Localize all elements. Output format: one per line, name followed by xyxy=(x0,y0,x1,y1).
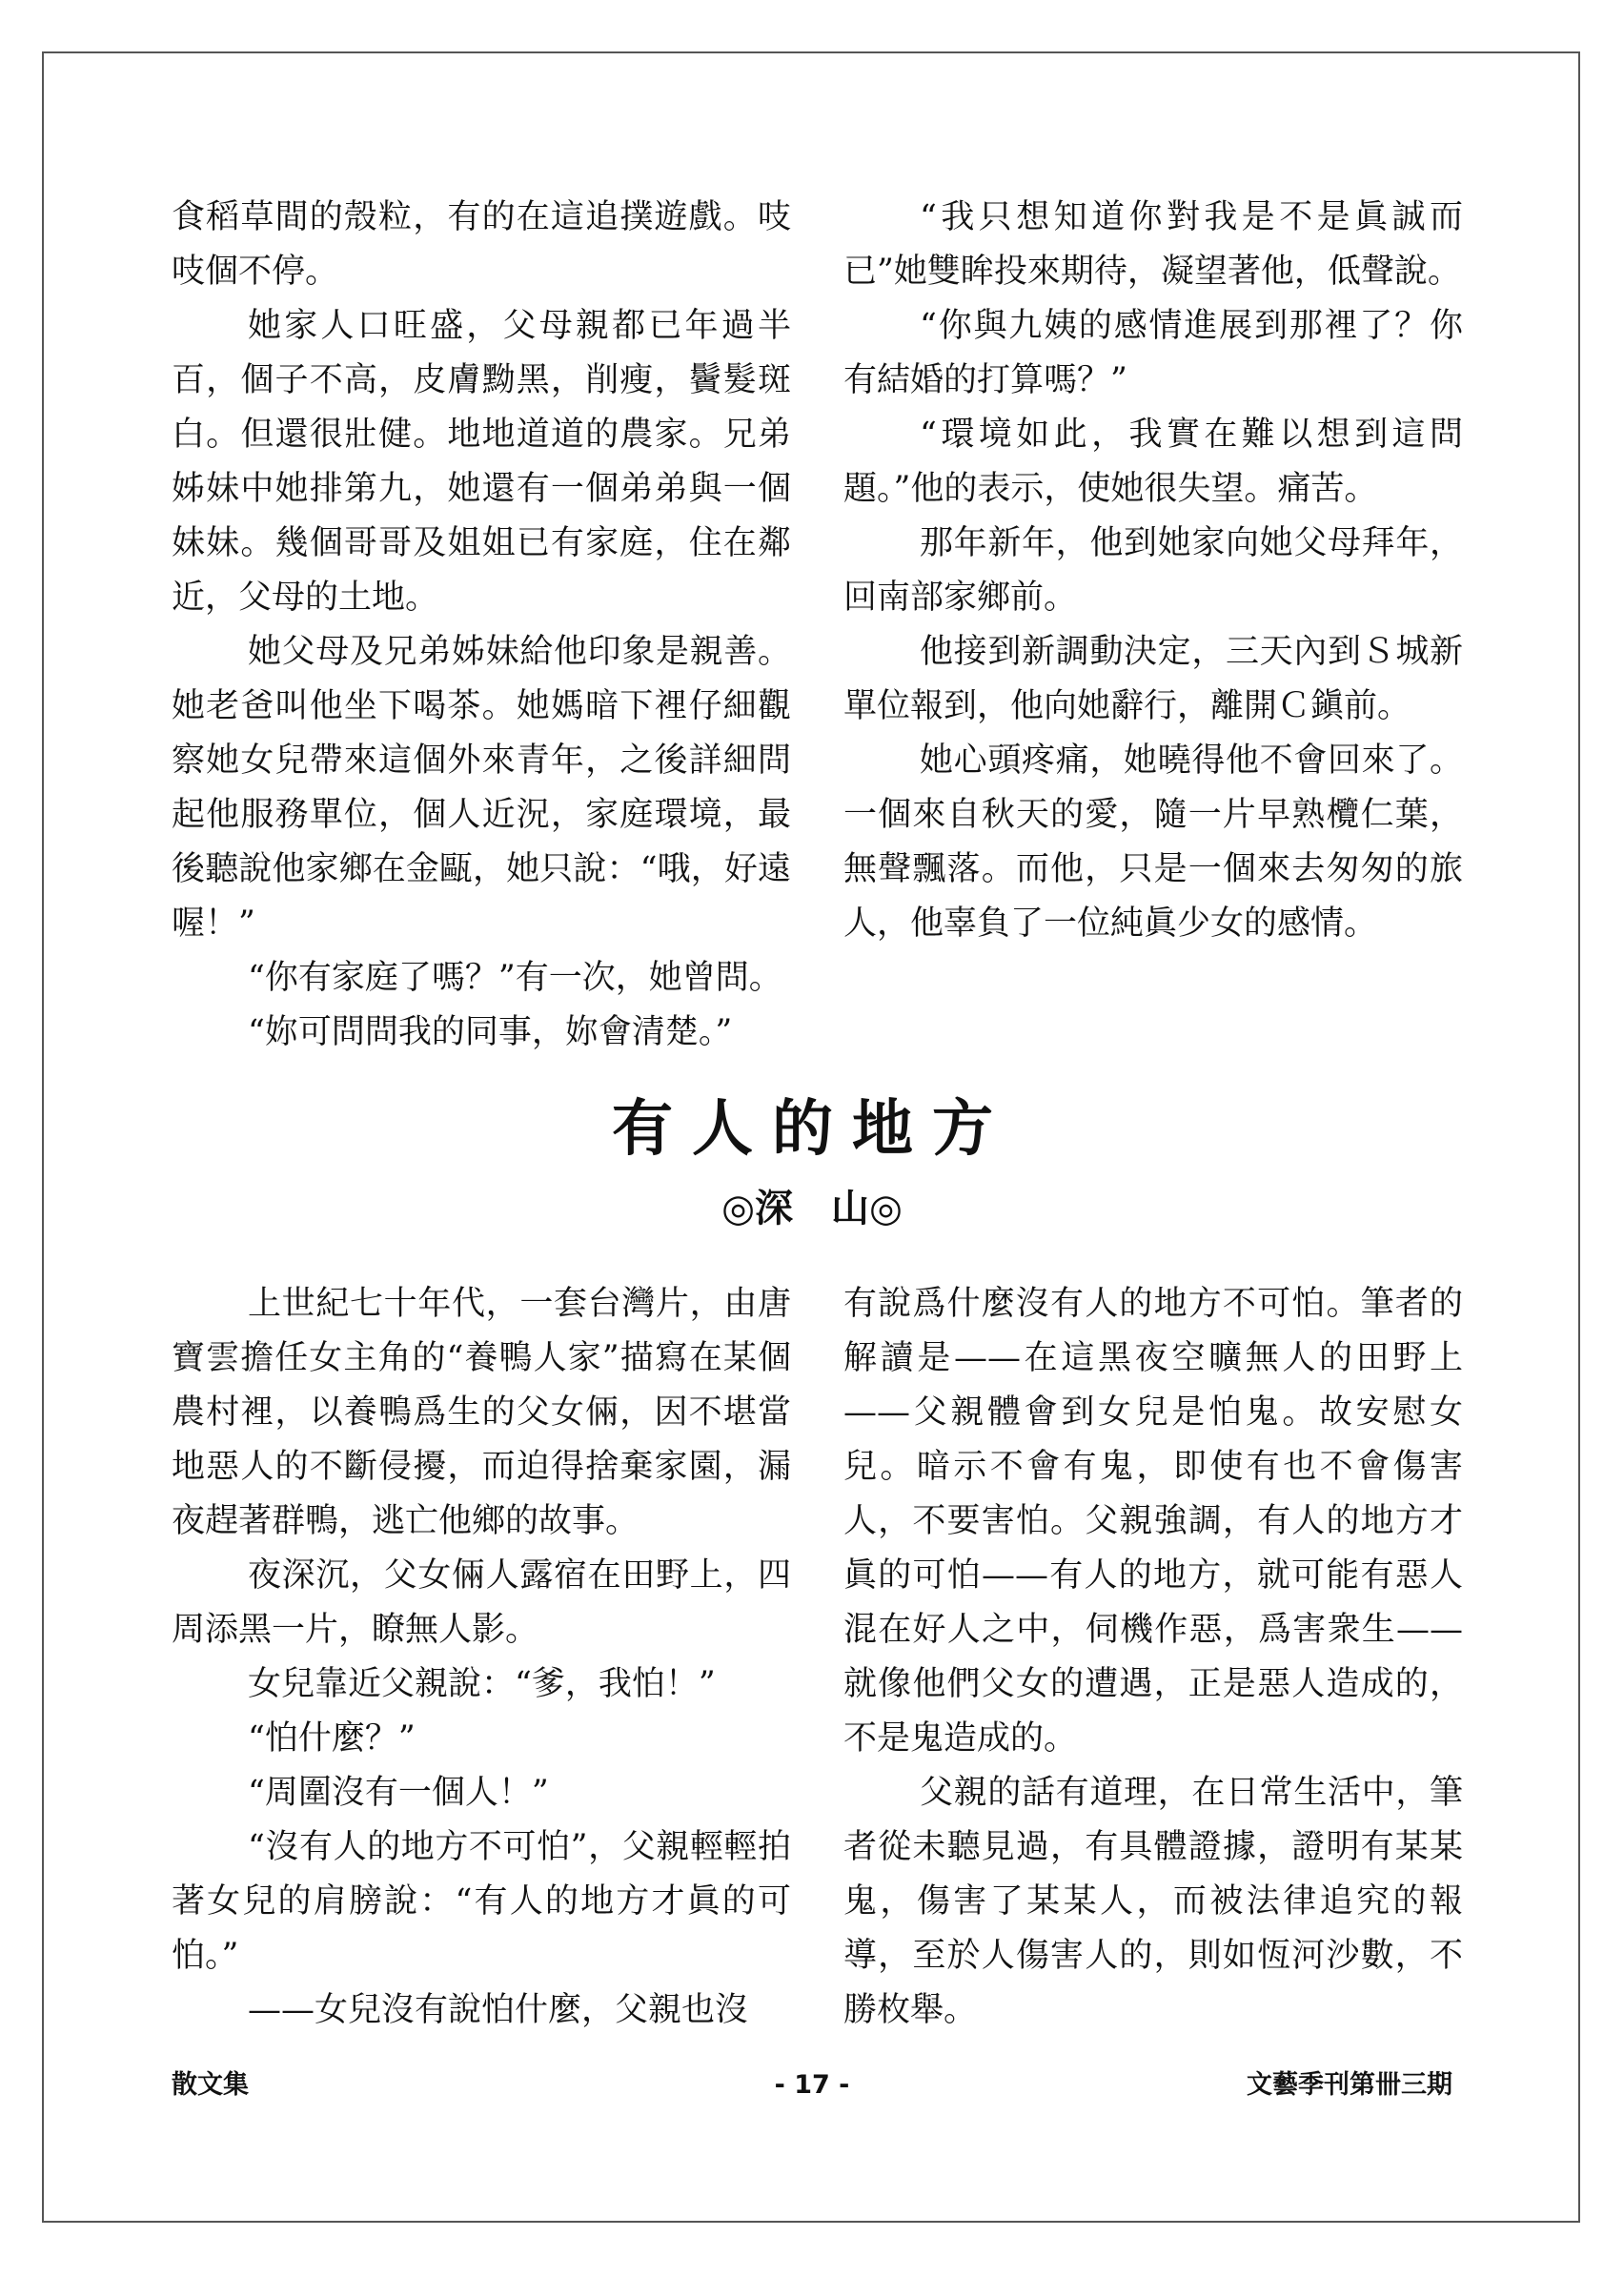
story2-left-column xyxy=(172,1277,791,2038)
paragraph: 那年新年，他到她家向她父母拜年，回南部家鄉前。 xyxy=(843,524,1463,617)
paragraph: “你與九姨的感情進展到那裡了？你有結婚的打算嗎？” xyxy=(843,307,1463,399)
story2-right-column xyxy=(843,1277,1463,2038)
paragraph: “我只想知道你對我是不是眞誠而已”她雙眸投來期待，凝望著他，低聲說。 xyxy=(843,198,1463,291)
paragraph: 父親的話有道理，在日常生活中，筆者從未聽見過，有具體證據，證明有某某鬼，傷害了某某人，而被法律追究的報導，至於人傷害人的，則如恆河沙數，不勝枚舉。 xyxy=(843,1774,1463,2029)
paragraph: “你有家庭了嗎？”有一次，她曾問。 xyxy=(248,959,782,997)
paragraph: 他接到新調動決定，三天內到Ｓ城新單位報到，他向她辭行，離開Ｃ鎭前。 xyxy=(843,633,1463,725)
paragraph: ——女兒沒有說怕什麼，父親也沒 xyxy=(248,1991,749,2029)
paragraph: 她心頭疼痛，她曉得他不會回來了。一個來自秋天的愛，隨一片早熟欖仁葉，無聲飄落。而他，只是一個來去匆匆的旅人，他辜負了一位純眞少女的感情。 xyxy=(843,742,1463,943)
paragraph: “周圍沒有一個人！” xyxy=(248,1774,549,1812)
paragraph: 女兒靠近父親說：“爹，我怕！” xyxy=(248,1665,716,1703)
paragraph: 上世紀七十年代，一套台灣片，由唐寶雲擔任女主角的“養鴨人家”描寫在某個農村裡，以養鴨爲生的父女倆，因不堪當地惡人的不斷侵擾，而迫得捨棄家園，漏夜趕著群鴨，逃亡他鄉的故事。 xyxy=(172,1285,791,1540)
story1-left-column xyxy=(172,191,791,1060)
paragraph: 夜深沉，父女倆人露宿在田野上，四周添黑一片，瞭無人影。 xyxy=(172,1556,791,1649)
page-number: - 17 - xyxy=(774,2070,850,2100)
paragraph: “環境如此，我實在難以想到這問題。”他的表示，使她很失望。痛苦。 xyxy=(843,416,1463,508)
footer-section-name: 散文集 xyxy=(172,2070,249,2100)
paragraph: 她父母及兄弟姊妹給他印象是親善。她老爸叫他坐下喝茶。她媽暗下裡仔細觀察她女兒帶來這個外來青年，之後詳細問起他服務單位，個人近況，家庭環境，最後聽說他家鄉在金甌，她只說：“哦，好遠喔！” xyxy=(172,633,791,943)
story1-right-column xyxy=(843,191,1463,951)
paragraph: 有說爲什麼沒有人的地方不可怕。筆者的解讀是——在這黑夜空曠無人的田野上——父親體會到女兒是怕鬼。故安慰女兒。暗示不會有鬼，即使有也不會傷害人，不要害怕。父親強調，有人的地方才眞的可怕——有人的地方，就可能有惡人混在好人之中，伺機作惡，爲害衆生——就像他們父女的遭遇，正是惡人造成的，不是鬼造成的。 xyxy=(843,1285,1463,1758)
paragraph: 她家人口旺盛，父母親都已年過半百，個子不高，皮膚黝黑，削瘦，鬢髮斑白。但還很壯健。地地道道的農家。兄弟姊妹中她排第九，她還有一個弟弟與一個妹妹。幾個哥哥及姐姐已有家庭，住在鄰近，父母的土地。 xyxy=(172,307,791,617)
footer-publication: 文藝季刊第卌三期 xyxy=(1247,2070,1452,2100)
article-author: ◎深 山◎ xyxy=(721,1186,903,1230)
paragraph: “妳可問問我的同事，妳會清楚。” xyxy=(248,1013,733,1051)
paragraph: “沒有人的地方不可怕”，父親輕輕拍著女兒的肩膀說：“有人的地方才眞的可怕。” xyxy=(172,1828,791,1975)
paragraph: “怕什麼？” xyxy=(248,1719,416,1758)
paragraph: 食稻草間的殼粒，有的在這追撲遊戲。吱吱個不停。 xyxy=(172,198,791,291)
article-title: 有人的地方 xyxy=(612,1093,1012,1165)
